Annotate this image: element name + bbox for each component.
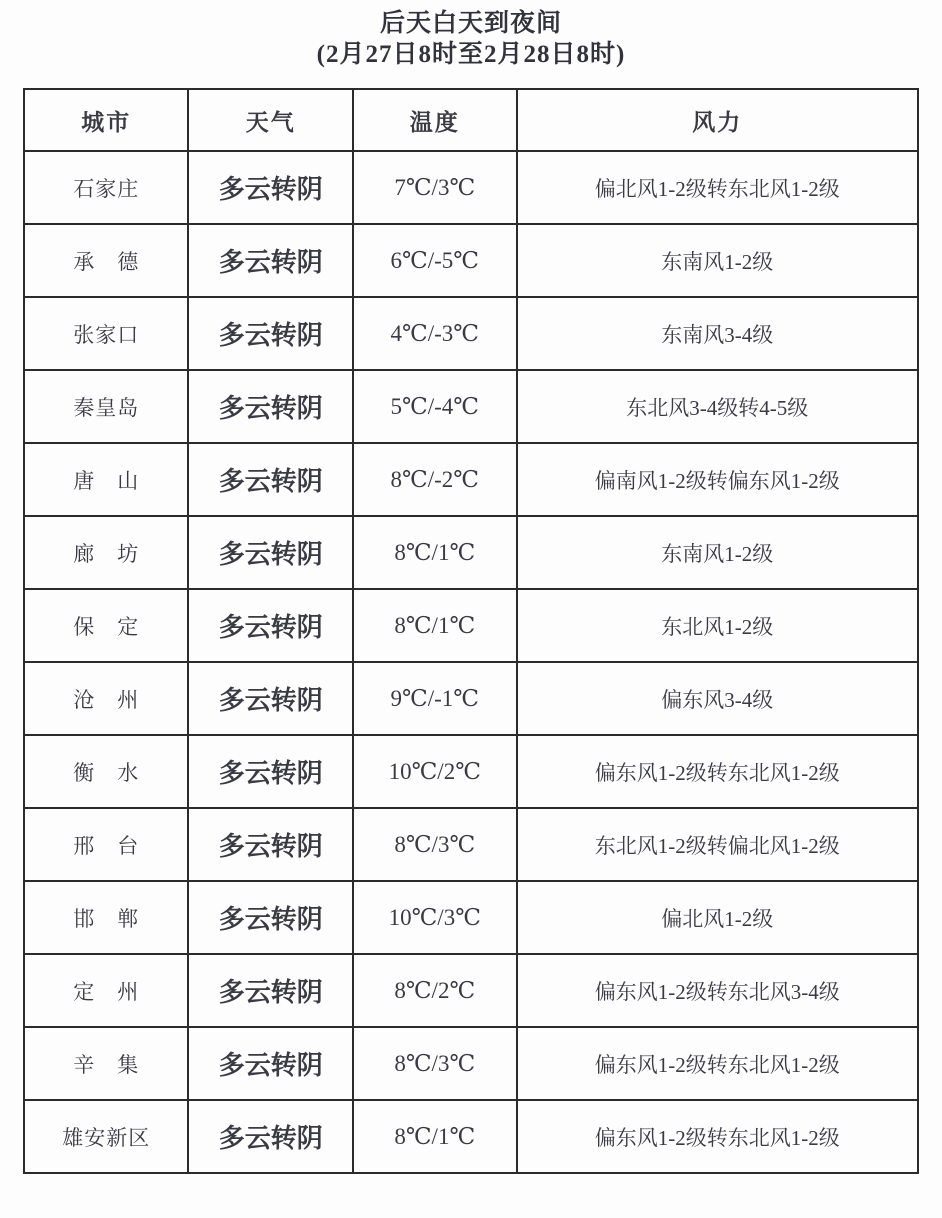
wind-cell: 偏南风1-2级转偏东风1-2级: [517, 443, 918, 516]
table-row: [24, 735, 918, 808]
weather-cell: 多云转阴: [188, 881, 352, 954]
city-cell: 雄安新区: [24, 1100, 188, 1173]
temperature-cell: 6℃/-5℃: [353, 224, 517, 297]
wind-cell: 东北风3-4级转4-5级: [517, 370, 918, 443]
temperature-cell: 8℃/3℃: [353, 808, 517, 881]
city-cell: 张家口: [24, 297, 188, 370]
city-cell: 辛 集: [24, 1027, 188, 1100]
table-row: [24, 881, 918, 954]
table-row: [24, 224, 918, 297]
city-cell: 承 德: [24, 224, 188, 297]
page-subtitle: (2月27日8时至2月28日8时): [316, 41, 626, 69]
col-header-wind: 风力: [517, 89, 918, 151]
wind-cell: 东南风1-2级: [517, 224, 918, 297]
weather-cell: 多云转阴: [188, 297, 352, 370]
table-row: [24, 954, 918, 1027]
city-cell: 衡 水: [24, 735, 188, 808]
weather-cell: 多云转阴: [188, 662, 352, 735]
city-cell: 廊 坊: [24, 516, 188, 589]
city-cell: 邢 台: [24, 808, 188, 881]
city-cell: 石家庄: [24, 151, 188, 224]
table-row: [24, 662, 918, 735]
col-header-weather: 天气: [188, 89, 352, 151]
col-header-city: 城市: [24, 89, 188, 151]
table-row: [24, 589, 918, 662]
city-cell: 唐 山: [24, 443, 188, 516]
wind-cell: 东北风1-2级: [517, 589, 918, 662]
city-cell: 秦皇岛: [24, 370, 188, 443]
wind-cell: 偏北风1-2级转东北风1-2级: [517, 151, 918, 224]
table-row: [24, 151, 918, 224]
weather-cell: 多云转阴: [188, 516, 352, 589]
temperature-cell: 8℃/2℃: [353, 954, 517, 1027]
table-row: [24, 1027, 918, 1100]
temperature-cell: 9℃/-1℃: [353, 662, 517, 735]
page-title: 后天白天到夜间: [379, 10, 562, 37]
weather-cell: 多云转阴: [188, 370, 352, 443]
table-row: [24, 370, 918, 443]
temperature-cell: 8℃/1℃: [353, 589, 517, 662]
weather-cell: 多云转阴: [188, 735, 352, 808]
wind-cell: 偏东风1-2级转东北风1-2级: [517, 1100, 918, 1173]
wind-cell: 偏北风1-2级: [517, 881, 918, 954]
temperature-cell: 7℃/3℃: [353, 151, 517, 224]
wind-cell: 偏东风3-4级: [517, 662, 918, 735]
wind-cell: 东南风1-2级: [517, 516, 918, 589]
city-cell: 保 定: [24, 589, 188, 662]
temperature-cell: 5℃/-4℃: [353, 370, 517, 443]
table-row: [24, 808, 918, 881]
table-row: [24, 1100, 918, 1173]
weather-cell: 多云转阴: [188, 589, 352, 662]
temperature-cell: 10℃/2℃: [353, 735, 517, 808]
wind-cell: 东北风1-2级转偏北风1-2级: [517, 808, 918, 881]
wind-cell: 偏东风1-2级转东北风1-2级: [517, 735, 918, 808]
temperature-cell: 10℃/3℃: [353, 881, 517, 954]
temperature-cell: 8℃/-2℃: [353, 443, 517, 516]
weather-cell: 多云转阴: [188, 224, 352, 297]
temperature-cell: 8℃/1℃: [353, 1100, 517, 1173]
weather-cell: 多云转阴: [188, 1100, 352, 1173]
city-cell: 邯 郸: [24, 881, 188, 954]
temperature-cell: 8℃/3℃: [353, 1027, 517, 1100]
city-cell: 沧 州: [24, 662, 188, 735]
wind-cell: 偏东风1-2级转东北风3-4级: [517, 954, 918, 1027]
city-cell: 定 州: [24, 954, 188, 1027]
weather-cell: 多云转阴: [188, 1027, 352, 1100]
weather-cell: 多云转阴: [188, 808, 352, 881]
weather-table: [23, 88, 919, 1174]
table-row: [24, 516, 918, 589]
weather-cell: 多云转阴: [188, 151, 352, 224]
table-header-row: [24, 89, 918, 151]
temperature-cell: 4℃/-3℃: [353, 297, 517, 370]
wind-cell: 偏东风1-2级转东北风1-2级: [517, 1027, 918, 1100]
title-block: [0, 0, 942, 80]
table-row: [24, 297, 918, 370]
temperature-cell: 8℃/1℃: [353, 516, 517, 589]
col-header-temp: 温度: [353, 89, 517, 151]
wind-cell: 东南风3-4级: [517, 297, 918, 370]
table-row: [24, 443, 918, 516]
weather-cell: 多云转阴: [188, 954, 352, 1027]
weather-cell: 多云转阴: [188, 443, 352, 516]
